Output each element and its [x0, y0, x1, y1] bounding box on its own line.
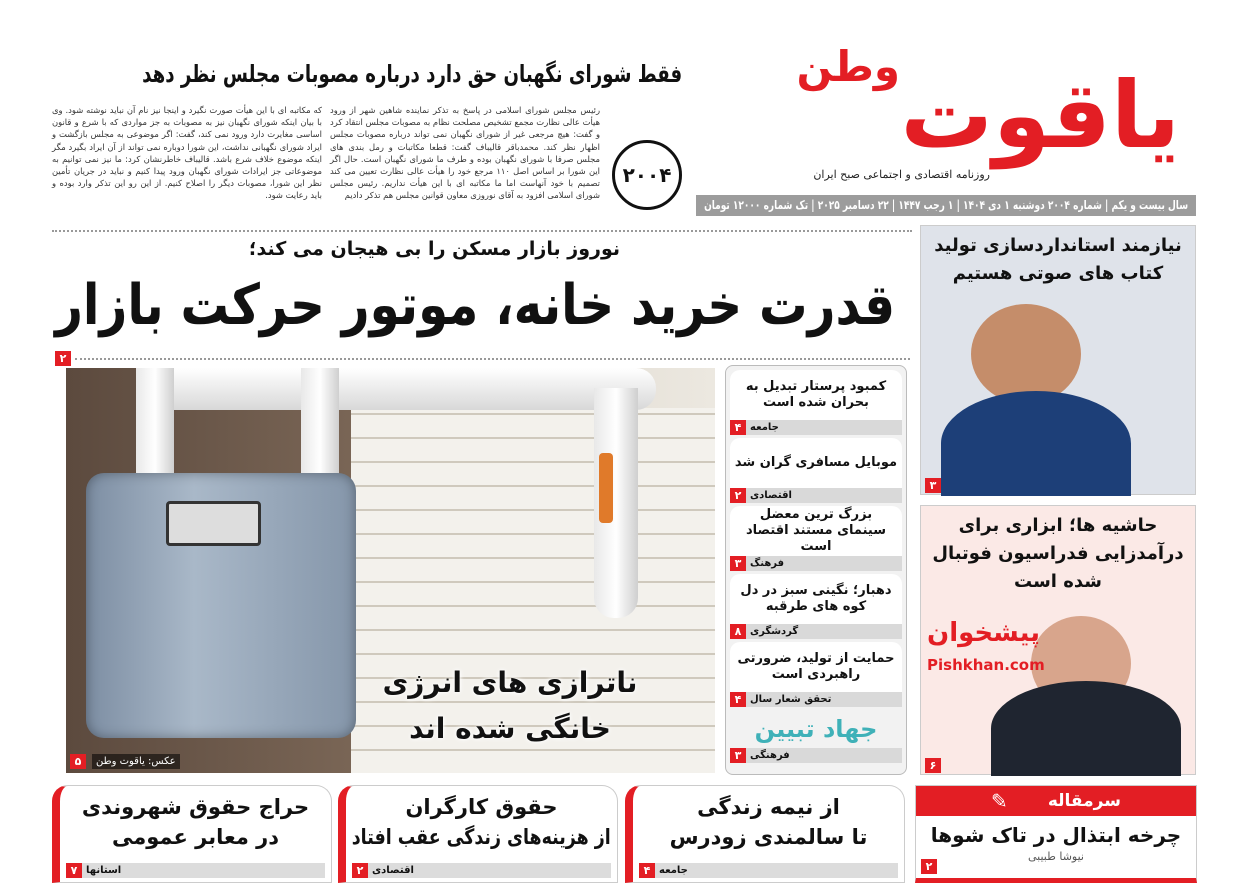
brief-category: [730, 556, 902, 571]
brief-category: [730, 692, 902, 707]
pipe: [301, 368, 339, 488]
page-badge: ۸: [730, 624, 746, 639]
logo-main: یاقوت: [900, 62, 1180, 169]
gas-meter-photo[interactable]: [66, 368, 715, 773]
brief-category: [730, 748, 902, 763]
briefs-sidebar: [725, 365, 907, 775]
page-badge: ۷: [66, 863, 82, 878]
newspaper-logo: [730, 40, 1200, 190]
headline-line: حقوق کارگران: [405, 795, 558, 819]
headline-line: از هزینه‌های زندگی عقب افتاد: [351, 825, 611, 849]
issue-number-circle: ۲۰۰۴: [612, 140, 682, 210]
editorial-headline: چرخه ابتذال در تاک شوها: [930, 823, 1182, 847]
editorial-box[interactable]: [915, 785, 1197, 883]
pen-icon: ✎: [991, 789, 1008, 813]
headline-line: در معابر عمومی: [111, 825, 279, 849]
category-label: اقتصادی: [372, 865, 414, 876]
brief-item[interactable]: بزرگ ترین معضل سینمای مستند اقتصاد است: [730, 506, 902, 556]
page-badge: ۳: [730, 556, 746, 571]
meter-display: [166, 501, 261, 546]
photo-headline-line1: ناترازی های انرژی: [382, 666, 638, 699]
headline-line: تا سالمندی زودرس: [669, 825, 868, 849]
pipe: [136, 368, 656, 410]
brief-item[interactable]: حمایت از تولید، ضرورتی راهبردی است: [730, 642, 902, 692]
jahad-tabyin-logo[interactable]: جهاد تبیین: [754, 715, 878, 743]
editorial-label: سرمقاله: [1047, 791, 1121, 811]
brief-item[interactable]: موبایل مسافری گران شد: [730, 438, 902, 488]
watermark-en: Pishkhan.com: [927, 656, 1045, 674]
category-label: فرهنگی: [750, 750, 790, 761]
lead-headline[interactable]: قدرت خرید خانه، موتور حرکت بازار: [55, 273, 895, 338]
page-badge: ۴: [730, 692, 746, 707]
person-head: [971, 304, 1081, 404]
gas-meter: [86, 473, 356, 738]
football-headline: حاشیه ها؛ ابزاری برای درآمدزایی فدراسیون فوتبال شده است: [932, 515, 1184, 592]
editorial-header: [916, 786, 1196, 816]
page-badge: ۲: [921, 859, 937, 874]
category-label: اقتصادی: [750, 490, 792, 501]
photo-credit: عکس: یاقوت وطن: [92, 754, 180, 769]
bottom-story[interactable]: [52, 785, 332, 883]
top-story-column-1: رئیس مجلس شورای اسلامی در پاسخ به تذکر نماینده شاهین شهر از ورود هیأت عالی نظارت مجمع تشخیص مصلحت نظام به مصوبات مجلس انتقاد کرد و گفت: هیچ مرجعی غیر از شورای نگهبان نمی تواند درباره مصوبات مجلس اظهار نظر کند. محمدباقر قالیباف گفت: قطعا مکاتبات و رمل بندی های مجلس صرفا با شورای نگهبان بوده و طرف ما شورای نگهبان است. حال اگر این شورا بر اساس اصل ۱۱۰ مرجع خود را هیأت عالی نظارت تعیین می کند تصمیم با خود آنهاست اما ما مکاتبه ای با این هیأت نداریم. رئیس مجلس شورای اسلامی افزود به آقای نوروزی معاون قوانین مجلس هم تذکر دادیم: [330, 105, 600, 201]
category-label: استانها: [86, 865, 122, 876]
interview-headline: نیازمند استانداردسازی تولید کتاب های صوتی هستیم: [934, 235, 1182, 284]
top-story-column-2: که مکاتبه ای با این هیأت صورت نگیرد و اینجا نیز نام آن نباید نوشته شود. وی با بیان اینکه شورای نگهبان نیز به مصوبات به جز مواردی که با شرع و قانون اساسی مغایرت دارد ورود نمی کند، گفت: اگر موضوعی به مجلس بازگشت و ایراد شورای نگهبانی نداشت، این شورا دوباره نمی تواند از آن ایراد بگیرد مگر اینکه موضوع خلاف شرع باشد. قالیباف خاطرنشان کرد: ما نیز نمی توانیم به موضوعاتی جز ایرادات شورای نگهبان ورود پیدا کنیم و نباید در جریان تأمین نظر این شورا، مصوبات دیگر را اصلاح کنیم. از این رو این تذکر وارد بوده و باید رعایت شود.: [52, 105, 322, 201]
bottom-story[interactable]: [625, 785, 905, 883]
logo-sub: وطن: [796, 42, 900, 91]
page-badge: ۴: [730, 420, 746, 435]
headline-line: حراج حقوق شهروندی: [81, 795, 310, 819]
headline-line: از نیمه زندگی: [697, 795, 840, 819]
dateline-bar: [696, 195, 1196, 216]
brief-item[interactable]: کمبود پرستار تبدیل به بحران شده است: [730, 370, 902, 420]
football-box[interactable]: [920, 505, 1196, 775]
page-badge: ۳: [730, 748, 746, 763]
dateline-text: سال بیست و یکم | شماره ۲۰۰۴ دوشنبه ۱ دی ۱۴۰۴ | ۱ رجب ۱۴۴۷ | ۲۲ دسامبر ۲۰۲۵ | تک شماره ۱۲۰۰۰ تومان: [704, 198, 1188, 212]
category-label: جامعه: [659, 865, 688, 876]
photo-page-badge: ۵: [70, 754, 86, 769]
category-label: گردشگری: [750, 626, 799, 637]
bottom-story[interactable]: [338, 785, 618, 883]
photo-headline-line2: خانگی شده اند: [409, 712, 611, 745]
person-photo: [941, 391, 1131, 496]
logo-tagline: روزنامه اقتصادی و اجتماعی صبح ایران: [813, 168, 990, 181]
valve-label: [599, 453, 613, 523]
page-badge: ۴: [639, 863, 655, 878]
interview-box[interactable]: [920, 225, 1196, 495]
watermark-fa: پیشخوان: [927, 618, 1040, 648]
top-story-headline[interactable]: فقط شورای نگهبان حق دارد درباره مصوبات مجلس نظر دهد: [142, 60, 683, 88]
category-label: جامعه: [750, 422, 779, 433]
brief-category: [730, 624, 902, 639]
page-badge: ۶: [925, 758, 941, 773]
lead-page-badge: ۲: [55, 351, 71, 366]
category-label: فرهنگ: [750, 558, 785, 569]
pipe: [136, 368, 174, 488]
brief-category: [730, 488, 902, 503]
person-photo: [991, 681, 1181, 776]
photo-headline[interactable]: [360, 660, 660, 752]
editorial-author: نیوشا طبیبی: [1027, 850, 1084, 863]
brief-item[interactable]: دهبار؛ نگینی سبز در دل کوه های طرقبه: [730, 574, 902, 624]
lead-kicker: نوروز بازار مسکن را بی هیجان می کند؛: [248, 238, 620, 260]
divider: [52, 230, 912, 232]
page-badge: ۲: [730, 488, 746, 503]
category-label: تحقق شعار سال: [750, 694, 832, 705]
brief-category: [730, 420, 902, 435]
divider: [75, 358, 910, 360]
page-badge: ۳: [925, 478, 941, 493]
page-badge: ۲: [352, 863, 368, 878]
